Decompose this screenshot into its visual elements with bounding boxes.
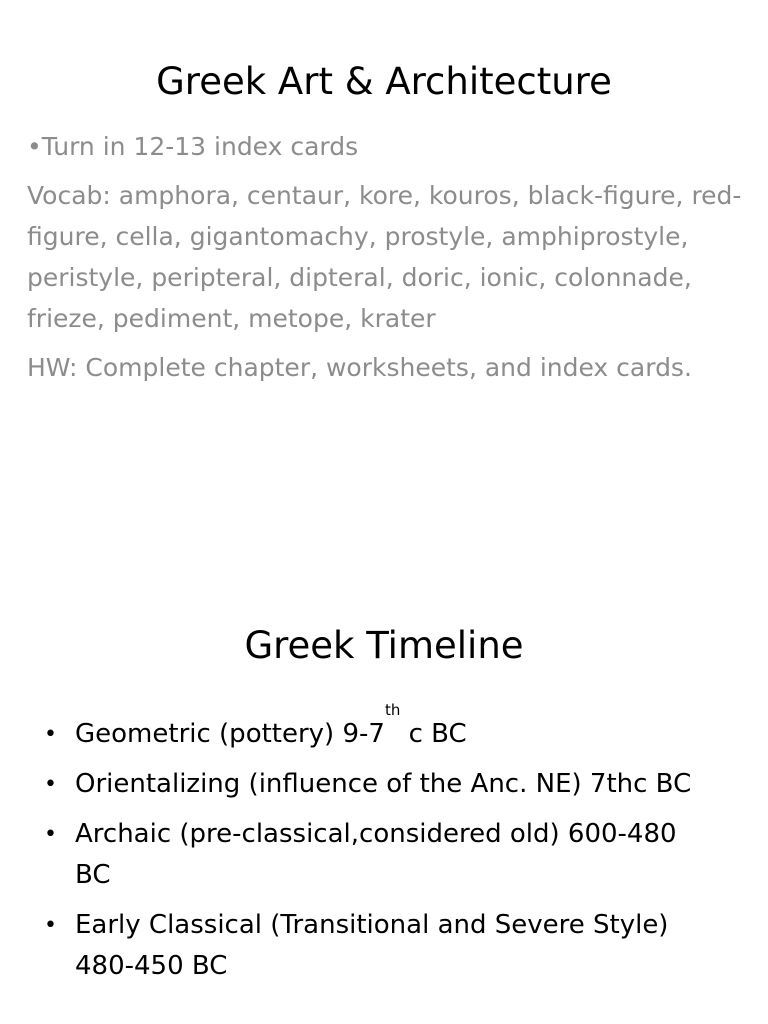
timeline-item-text: Early Classical (Transitional and Severe Style) 480-450 BC — [75, 910, 669, 981]
timeline-item-text: Orientalizing (influence of the Anc. NE) 7thc BC — [75, 769, 692, 799]
turn-in-note: •Turn in 12-13 index cards — [27, 132, 359, 161]
timeline-item-text-end: c BC — [400, 719, 467, 749]
homework-note: HW: Complete chapter, worksheets, and index cards. — [27, 353, 692, 382]
timeline-item-text: Archaic (pre-classical,considered old) 600-480 BC — [75, 819, 677, 890]
bullet-icon: • — [44, 822, 57, 847]
slide-greek-timeline — [0, 590, 768, 1024]
timeline-list — [0, 701, 768, 996]
bullet-icon: • — [44, 913, 57, 938]
timeline-item — [0, 764, 768, 805]
bullet-icon: • — [44, 772, 57, 797]
slide-title: Greek Art & Architecture — [156, 60, 612, 103]
timeline-item — [0, 905, 768, 987]
timeline-item — [0, 814, 768, 896]
vocab-list: Vocab: amphora, centaur, kore, kouros, black-figure, red-figure, cella, gigantomachy, prostyle, amphiprostyle, peristyle, peripteral, dipteral, doric, ionic, colonnade, frieze, pediment, metope, krater — [27, 181, 742, 333]
slide-title: Greek Timeline — [244, 624, 524, 667]
timeline-item-text: Geometric (pottery) 9-7 — [75, 719, 385, 749]
timeline-item — [0, 701, 768, 755]
bullet-icon: • — [44, 722, 57, 747]
timeline-item-superscript: th — [384, 701, 401, 719]
